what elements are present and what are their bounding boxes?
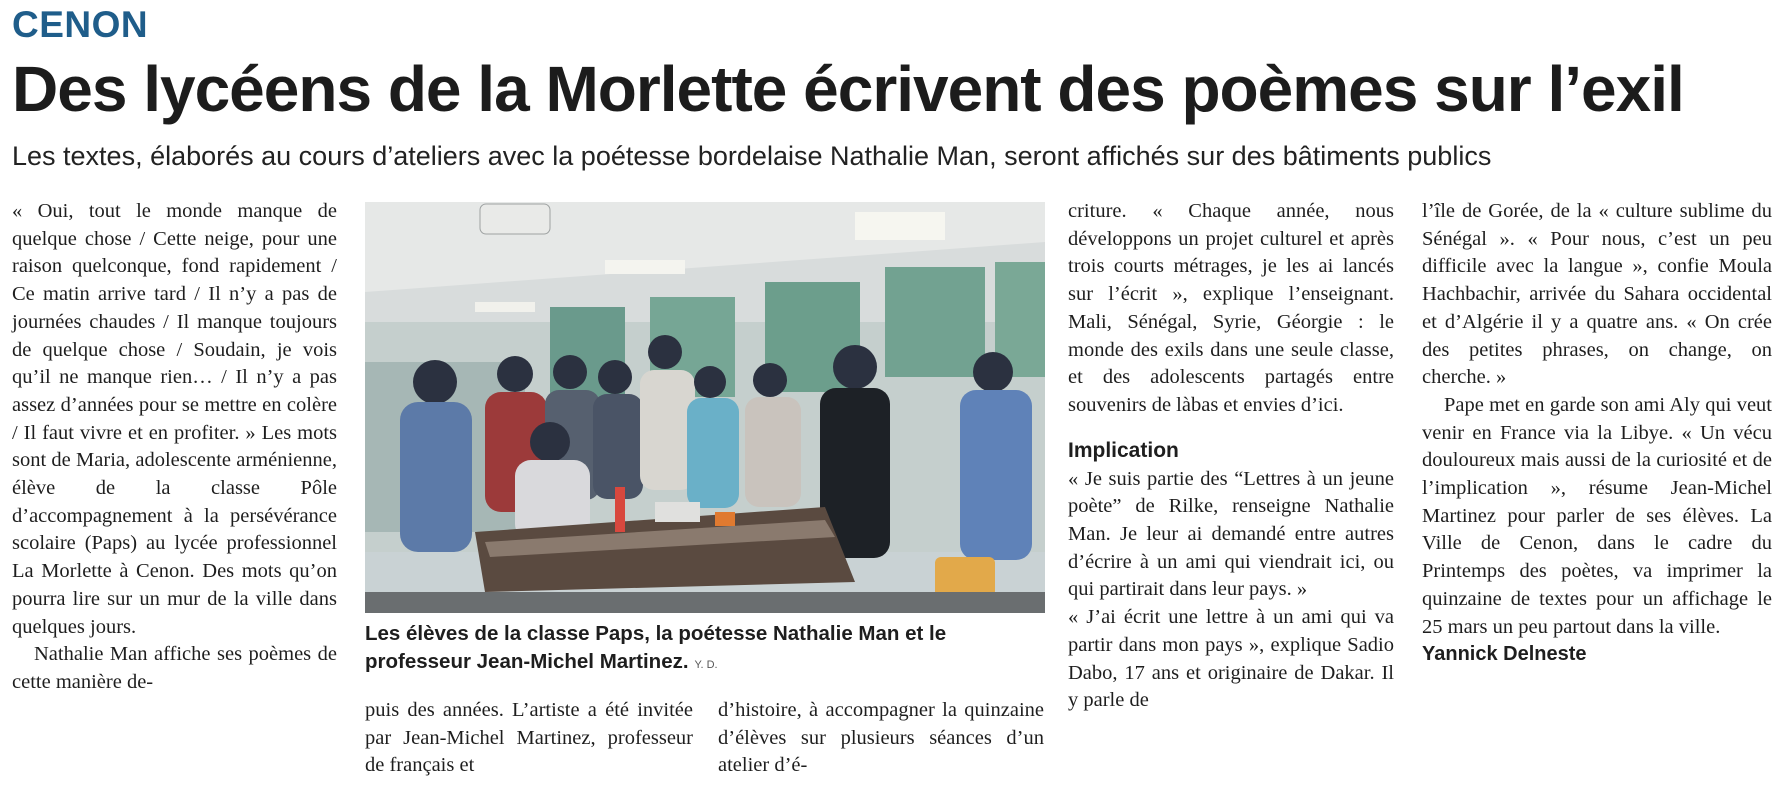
col5-paragraph-2: Pape met en garde son ami Aly qui veut venir en France via la Libye. « Un vécu douloureux mais aussi de la curiosité et de l’implication », résume Jean-Michel Martinez pour parler de ses élèves. La Ville de Cenon, dans le cadre du Printemps des poètes, va imprimer la quinzaine de textes pour un affichage le 25 mars un peu partout dans la ville.: [1422, 393, 1772, 638]
col4-paragraph-3: « J’ai écrit une lettre à un ami qui va partir dans mon pays », explique Sadio Dabo, 17 ans et originaire de Dakar. Il y parle de: [1068, 606, 1394, 712]
article-photo: [365, 202, 1045, 613]
article-standfirst: Les textes, élaborés au cours d’ateliers avec la poétesse bordelaise Nathalie Man, seront affichés sur des bâtiments publics: [12, 141, 1492, 171]
photo-credit: Y. D.: [694, 659, 718, 671]
subheading-implication: Implication: [1068, 438, 1179, 462]
column-1: [12, 198, 337, 697]
caption-text: Les élèves de la classe Paps, la poétesse Nathalie Man et le professeur Jean-Michel Martinez.: [365, 622, 947, 673]
col1-paragraph-1: « Oui, tout le monde manque de quelque chose / Cette neige, pour une raison quelconque, fond rapidement / Ce matin arrive tard / Il n’y a pas de journées chaudes / Il manque toujours de quelque chose / Soudain, je vois qu’il ne manque rien… / Il n’y a pas assez d’années pour se mettre en colère / Il faut vivre et en profiter. » Les mots sont de Maria, adolescente arménienne, élève de la classe Pôle d’accompagnement à la persévérance scolaire (Paps) au lycée professionnel La Morlette à Cenon. Des mots qu’on pourra lire sur un mur de la ville dans quelques jours.: [12, 200, 337, 638]
column-2: [365, 697, 693, 780]
col4-paragraph-1: criture. « Chaque année, nous développons un projet culturel et après trois courts métrages, je les ai lancés sur l’écrit », explique l’enseignant. Mali, Sénégal, Syrie, Géorgie : le monde des exils dans une seule classe, et des adolescents partagés entre souvenirs de làbas et envies d’ici.: [1068, 200, 1394, 416]
column-3: [718, 697, 1044, 780]
section-kicker: CENON: [12, 4, 149, 45]
author-byline: Yannick Delneste: [1422, 643, 1587, 666]
column-4: [1068, 198, 1394, 715]
column-5: [1422, 198, 1772, 669]
col2-paragraph: puis des années. L’artiste a été invitée par Jean-Michel Martinez, professeur de français et: [365, 699, 693, 777]
col5-paragraph-1: l’île de Gorée, de la « culture sublime du Sénégal ». « Pour nous, c’est un peu difficile avec la langue », confie Moula Hachbachir, arrivée du Sahara occidental et d’Algérie il y a quatre ans. « On crée des petites phrases, on change, on cherche. »: [1422, 200, 1772, 389]
photo-caption: [365, 620, 1055, 679]
col4-paragraph-2: « Je suis partie des “Lettres à un jeune poète” de Rilke, renseigne Nathalie Man. Je leur ai demandé entre autres d’écrire à un ami qui viendrait ici, ou qui partirait dans leur pays. »: [1068, 467, 1394, 601]
col3-paragraph: d’histoire, à accompagner la quinzaine d’élèves sur plusieurs séances d’un atelier d’é-: [718, 699, 1044, 777]
col1-paragraph-2: Nathalie Man affiche ses poèmes de cette manière de-: [12, 643, 337, 693]
article-headline: Des lycéens de la Morlette écrivent des poèmes sur l’exil: [12, 53, 1684, 125]
